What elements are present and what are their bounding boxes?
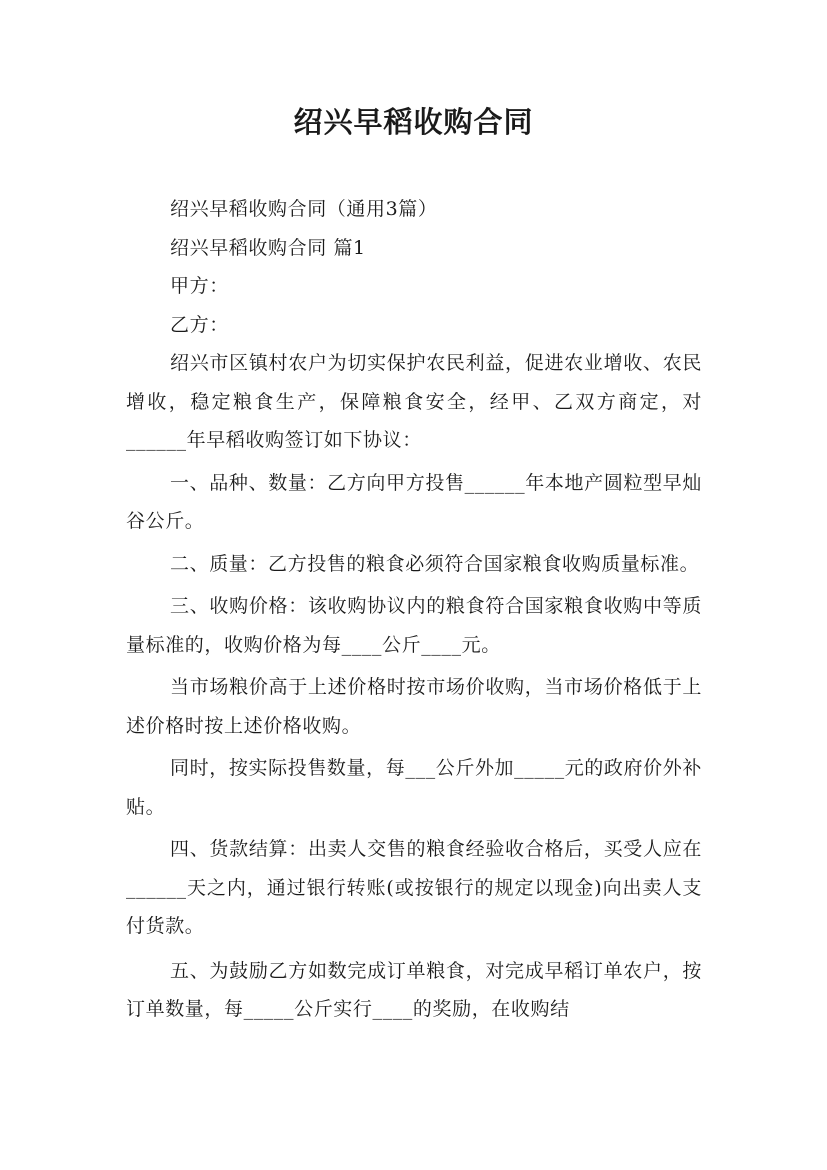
paragraph-party-a: 甲方： bbox=[170, 275, 229, 297]
paragraph-preamble: 绍兴市区镇村农户为切实保护农民利益，促进农业增收、农民增收，稳定粮食生产，保障粮食安全，经甲、乙双方商定，对______年早稻收购签订如下协议： bbox=[126, 352, 702, 451]
paragraph-clause-4: 四、货款结算：出卖人交售的粮食经验收合格后，买受人应在______天之内，通过银行转账(或按银行的规定以现金)向出卖人支付货款。 bbox=[126, 838, 702, 937]
paragraph-clause-5: 五、为鼓励乙方如数完成订单粮食，对完成早稻订单农户，按订单数量，每_____公斤实行____的奖励，在收购结 bbox=[126, 959, 702, 1020]
paragraph-clause-2: 二、质量：乙方投售的粮食必须符合国家粮食收购质量标准。 bbox=[170, 552, 700, 575]
document-body bbox=[126, 190, 702, 1029]
paragraph-subtitle: 绍兴早稻收购合同（通用3篇） bbox=[170, 198, 438, 220]
paragraph-party-b: 乙方： bbox=[170, 313, 229, 336]
document-title: 绍兴早稻收购合同 bbox=[293, 105, 534, 139]
paragraph-section-heading: 绍兴早稻收购合同 篇1 bbox=[170, 236, 366, 259]
paragraph-clause-3: 三、收购价格：该收购协议内的粮食符合国家粮食收购中等质量标准的，收购价格为每____公斤____元。 bbox=[126, 595, 702, 656]
paragraph-market-price: 当市场粮价高于上述价格时按市场价收购，当市场价格低于上述价格时按上述价格收购。 bbox=[126, 676, 702, 737]
paragraph-subsidy: 同时，按实际投售数量，每___公斤外加_____元的政府价外补贴。 bbox=[126, 757, 702, 818]
paragraph-clause-1: 一、品种、数量：乙方向甲方投售______年本地产圆粒型早灿谷公斤。 bbox=[126, 471, 702, 532]
